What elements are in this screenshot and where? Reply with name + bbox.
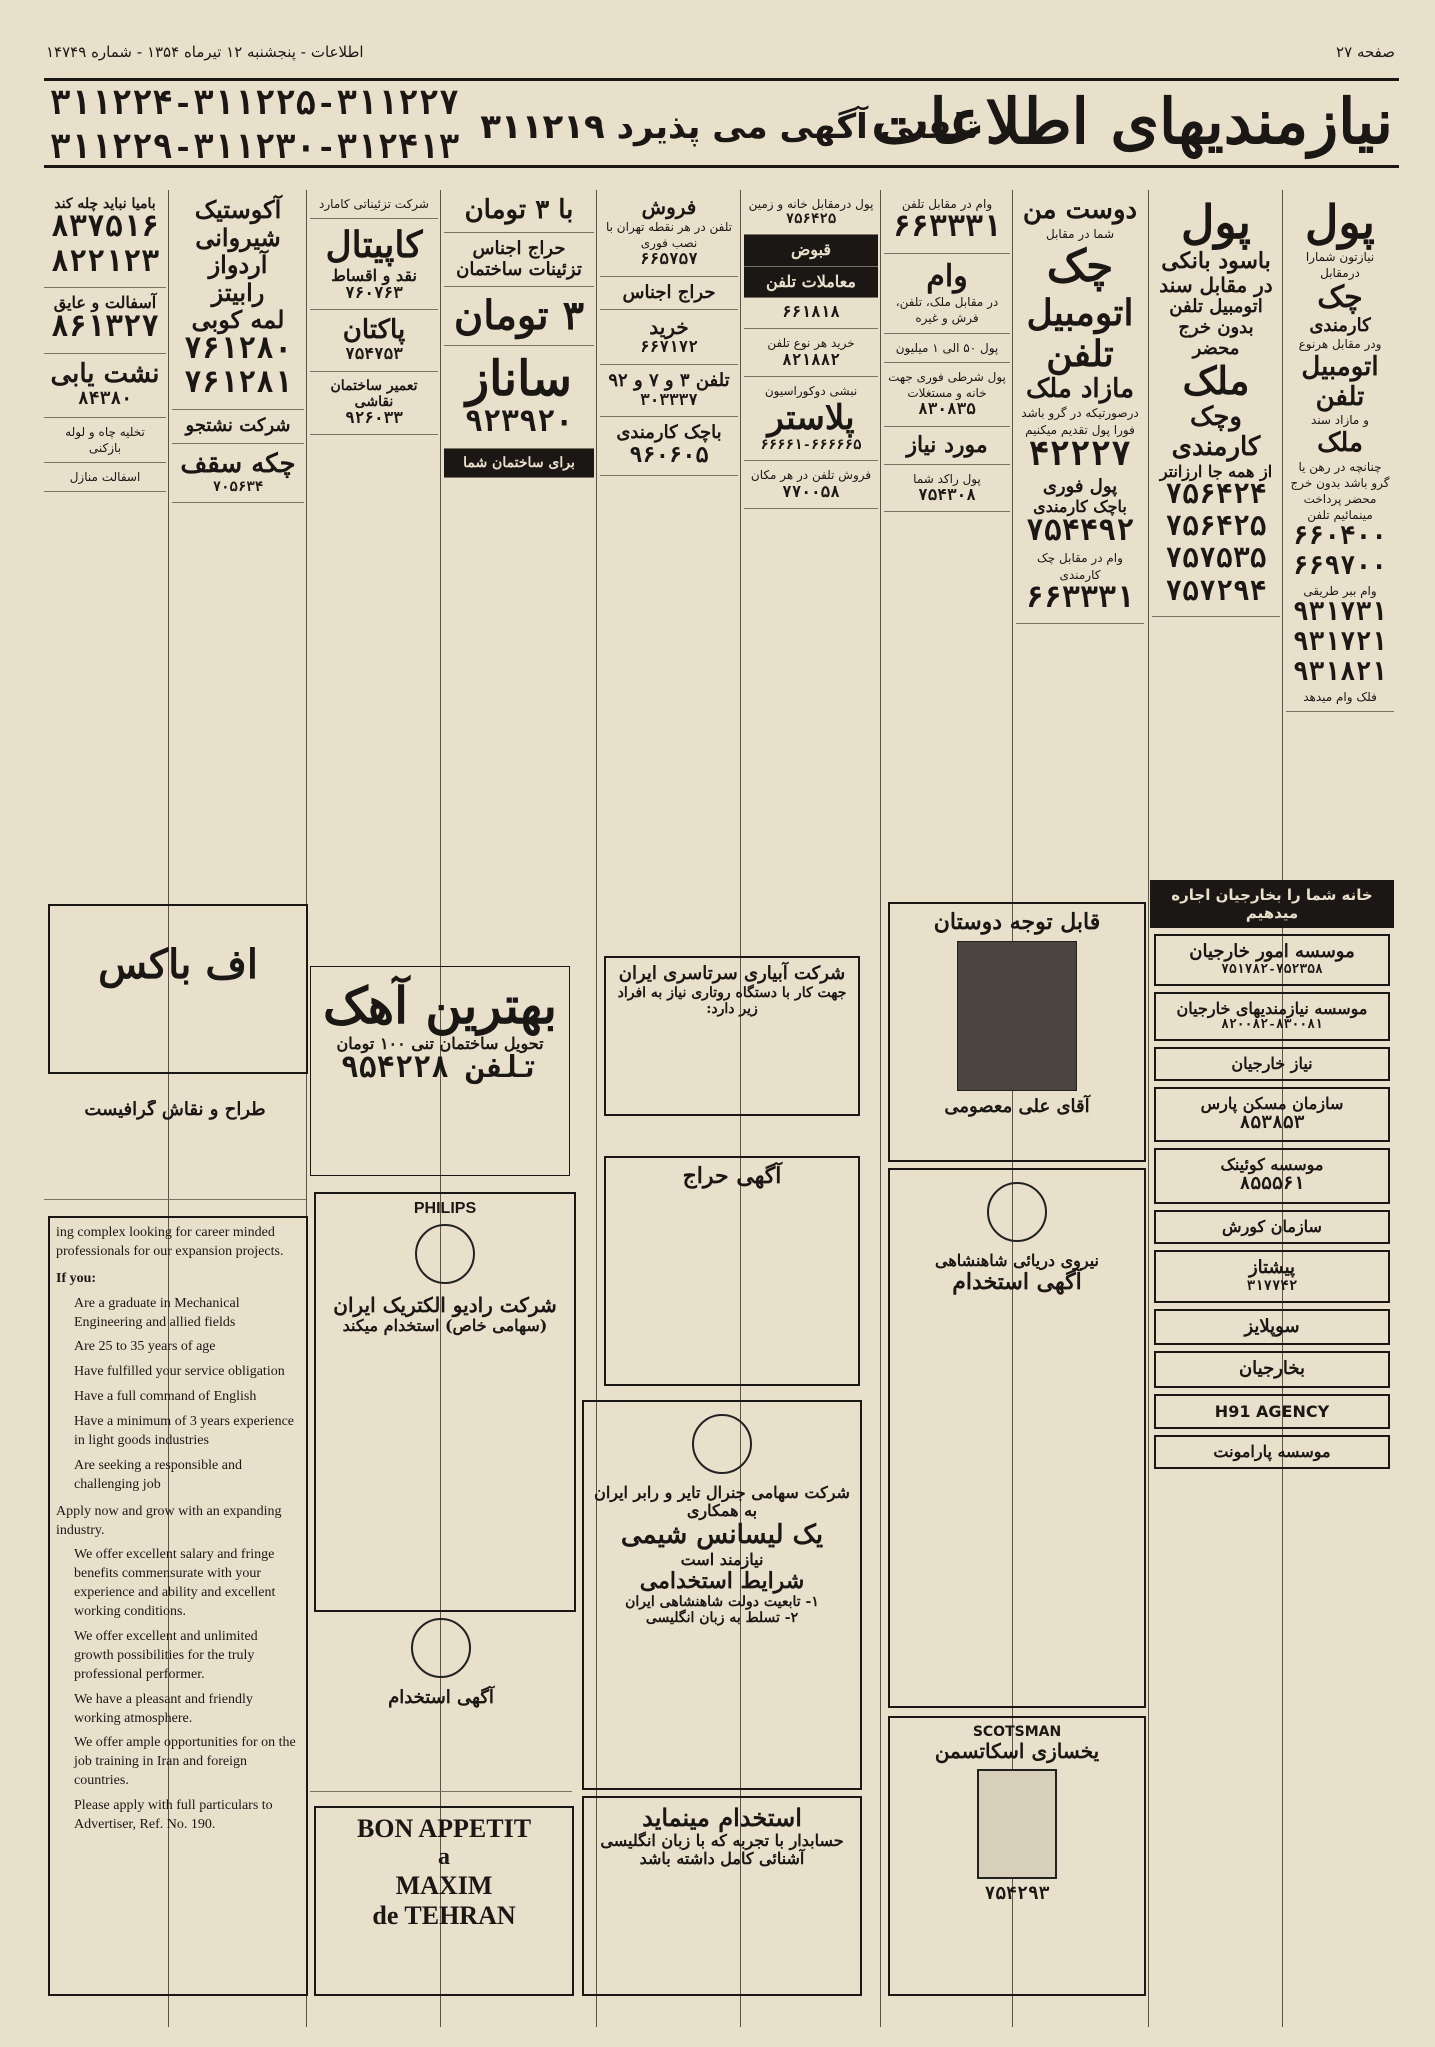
- en-offer: We offer excellent salary and fringe benefits commensurate with your experience and ability and excellent working conditions.: [74, 1547, 276, 1620]
- ad-title: حراج اجناس: [622, 281, 716, 303]
- ad-roof: [44, 190, 166, 288]
- ad-phone: ۹۳۱۸۲۱: [1293, 658, 1387, 688]
- ad-sanaz: [444, 346, 594, 449]
- ad-title: موسسه نیازمندیهای خارجیان: [1176, 998, 1368, 1018]
- ad-line: چک: [1046, 241, 1114, 293]
- maxim-line: a: [438, 1844, 450, 1870]
- ad-accountant: [582, 1796, 862, 1996]
- ad-supplies: [1154, 1309, 1390, 1346]
- portrait-photo: [957, 941, 1077, 1091]
- ad-roof-leak: [172, 444, 304, 503]
- ad-line: حسابدار با تجربه که با زبان انگلیسی آشنائی کامل داشته باشد: [600, 1830, 844, 1868]
- ad-three-toman: [444, 190, 594, 233]
- ad-line: آکوستیک: [194, 195, 282, 224]
- ad-title: سازمان مسکن پارس: [1200, 1094, 1344, 1114]
- ad-note: درصورتیکه در گرو باشد فورا پول تقدیم میکنیم: [1021, 406, 1139, 437]
- ad-line: در مقابل ملک، تلفن، فرش و غیره: [895, 295, 999, 326]
- en-req: Are a graduate in Mechanical Engineering and allied fields: [74, 1295, 240, 1330]
- ad-general-tire: [582, 1400, 862, 1790]
- ad-phone: ۸۲۲۱۲۳: [50, 246, 160, 281]
- ad-title: با ۳ تومان: [464, 195, 574, 225]
- ad-phone: ۸۳۰۸۳۵: [918, 401, 976, 420]
- ad-maxim: [314, 1806, 574, 1996]
- ad-title: شرکت آبیاری سرتاسری ایران: [618, 963, 846, 984]
- column-6: [600, 190, 738, 880]
- ad-line: جهت کار با دستگاه روتاری نیاز به افراد زیر دارد:: [617, 984, 847, 1017]
- ad-line: پول شرطی فوری جهت خانه و مستغلات: [888, 369, 1006, 400]
- ad-acoustic: [172, 190, 304, 410]
- ad-line: کارمندی: [1309, 314, 1371, 336]
- ad-title: سوپلایز: [1244, 1315, 1300, 1337]
- section-bills: [744, 235, 878, 266]
- ad-line: پول ۵۰ الی ۱ میلیون: [895, 340, 999, 355]
- ad-phone: ۸۲۰۰۸۲-۸۳۰۰۸۱: [1221, 1017, 1323, 1033]
- ad-conditional-money: [884, 363, 1010, 427]
- ad-title: پاکتان: [342, 315, 406, 346]
- column-1: [1286, 190, 1394, 880]
- column-5: [744, 190, 878, 880]
- ad-line: ۲- تسلط به زبان انگلیسی: [645, 1610, 799, 1627]
- page-number: صفحه ۲۷: [1336, 43, 1395, 61]
- ad-title: باچک کارمندی: [616, 421, 722, 443]
- ad-line: وچک: [1190, 401, 1242, 432]
- en-offer: We offer excellent and unlimited growth possibilities for the truly professional performer.: [74, 1629, 258, 1682]
- ad-line: تلفن: [1315, 381, 1365, 412]
- section-title: برای ساختمان شما: [463, 454, 575, 471]
- ad-phone: ۹۲۶۰۳۳: [345, 409, 403, 428]
- ad-title: نشت یابی: [50, 358, 160, 389]
- ad-title: سازمان کورش: [1222, 1216, 1322, 1236]
- ad-title: پیشتاز: [1248, 1256, 1296, 1278]
- ad-title: بامیا نباید چله کند: [54, 196, 156, 212]
- ad-line: شما در مقابل: [1046, 226, 1114, 241]
- column-2: [1152, 190, 1280, 880]
- ad-idle-money: [884, 465, 1010, 513]
- ad-line: شرکت تزئیناتی کامارد: [319, 197, 429, 211]
- ad-line: فلک وام میدهد: [1303, 689, 1377, 704]
- ad-title: کاپیتال: [325, 224, 423, 267]
- ad-hire: [310, 1612, 572, 1792]
- ad-line: تخلیه چاه و لوله بازکنی: [65, 424, 145, 455]
- ad-title: یخسازی اسکاتسمن: [934, 1739, 1100, 1763]
- ad-phone: ۴۲۲۲۷: [1028, 437, 1132, 476]
- section-title: معاملات تلفن: [766, 271, 856, 291]
- ad-title: بهترین آهک: [322, 976, 558, 1035]
- ad-to-expats: [1154, 1351, 1390, 1388]
- column-rule: [1148, 190, 1149, 2027]
- ad-title: قابل توجه دوستان: [933, 909, 1101, 935]
- ad-line: تلفن در هر نقطه تهران با نصب فوری: [606, 220, 732, 251]
- ad-title: موسسه کوئینک: [1220, 1155, 1324, 1175]
- ad-friends-notice: [888, 902, 1146, 1162]
- ad-title: شرکت نشتجو: [185, 414, 291, 436]
- ad-buy: [600, 310, 738, 364]
- ad-philips: [314, 1192, 576, 1612]
- ad-sell-phone: [744, 461, 878, 509]
- en-offer: We have a pleasant and friendly working atmosphere.: [74, 1691, 253, 1726]
- ad-line: پول درمقابل خانه و زمین: [748, 197, 874, 211]
- ad-line: اتومبیل: [1026, 291, 1134, 334]
- column-9: [172, 190, 304, 880]
- ice-machine-icon: [977, 1769, 1057, 1879]
- ad-line: ملک: [1182, 358, 1250, 404]
- ad-line: چک: [1317, 280, 1363, 316]
- ad-title: اف باکس: [98, 941, 258, 988]
- ad-logo-text: SCOTSMAN: [972, 1724, 1062, 1740]
- ad-line: لمه کوبی: [191, 305, 285, 335]
- ad-line: نیازتون شمارا درمقابل: [1305, 249, 1375, 281]
- ad-plaster: [744, 377, 878, 461]
- ad-well: [44, 418, 166, 463]
- column-3: [1016, 190, 1144, 880]
- ad-phone: ۷۵۶۴۲۵: [785, 212, 837, 229]
- ad-title: استخدام مینماید: [642, 1803, 802, 1832]
- ad-phone: ۶۶۱۸۱۸: [782, 304, 840, 323]
- column-4: [884, 190, 1010, 880]
- ad-sale: [600, 190, 738, 277]
- ad-line: وام در مقابل تلفن: [901, 197, 993, 211]
- ad-title: بخارجیان: [1238, 1358, 1306, 1380]
- ad-phone: ۷۰۵۶۳۴: [212, 479, 264, 496]
- section-for-building: [444, 449, 594, 478]
- column-7: [444, 190, 594, 880]
- section-phone-deals: [744, 267, 878, 298]
- ad-title: شرکت رادیو الکتریک ایران: [333, 1293, 557, 1317]
- ad-auction: [604, 1156, 860, 1386]
- ad-phone: ۷۵۴۷۵۳: [345, 346, 403, 365]
- ad-line: وام ببر طریقی: [1303, 584, 1377, 599]
- ad-eff-box: [48, 904, 308, 1074]
- section-title: خانه شما را بخارجیان اجاره میدهیم: [1150, 880, 1394, 928]
- ad-phone: ۷۵۶۴۲۴: [1165, 481, 1267, 513]
- ad-title: یک لیسانس شیمی: [620, 1519, 824, 1550]
- ad-line: نبشی دوکوراسیون: [764, 384, 858, 399]
- ad-home-asphalt: [44, 463, 166, 492]
- ad-capital: [310, 219, 438, 310]
- ad-phone: ۷۵۴۴۹۲: [1025, 515, 1135, 550]
- en-req: Have fulfilled your service obligation: [74, 1364, 285, 1380]
- ad-house-money: [744, 190, 878, 235]
- ad-money-million: [884, 334, 1010, 363]
- ad-line: نیروی دریائی شاهنشاهی: [935, 1251, 1099, 1270]
- ad-line: رابیتز: [211, 277, 265, 307]
- ad-expat-affairs: [1154, 934, 1390, 986]
- ad-phone: ۶۶۳۳۳۱: [892, 212, 1002, 247]
- banner-tagline: تلفنی آگهی می پذیرد ۳۱۱۲۱۹: [480, 107, 979, 147]
- ad-phone: ۸۲۱۸۸۲: [782, 351, 840, 370]
- ad-phone: ۶۶۵۷۵۷: [640, 251, 698, 270]
- ad-phone: ۹۲۳۹۲۰: [464, 407, 574, 442]
- ad-expat-need: [1154, 1047, 1390, 1081]
- ad-logo-text: PHILIPS: [413, 1200, 477, 1217]
- philips-logo-icon: [415, 1224, 475, 1284]
- en-contact: Please apply with full particulars to Advertiser, Ref. No. 190.: [74, 1798, 273, 1833]
- ad-phone: ۸۶۱۳۲۷: [50, 312, 160, 347]
- ad-pars-housing: [1154, 1087, 1390, 1142]
- ad-phone: ۸۵۵۵۶۱: [1239, 1174, 1305, 1195]
- ad-line: آردواز: [208, 250, 268, 280]
- banner-phones-2: ۳۱۱۲۲۹-۳۱۱۲۳۰-۳۱۲۴۱۳: [50, 131, 460, 169]
- banner-phones-1: ۳۱۱۲۲۴-۳۱۱۲۲۵-۳۱۱۲۲۷: [50, 87, 460, 125]
- ad-phone: ۹۳۱۷۲۱: [1293, 628, 1387, 659]
- ad-kourosh: [1154, 1210, 1390, 1244]
- en-offer: We offer ample opportunities for on the job training in Iran and foreign countries.: [74, 1735, 296, 1789]
- ad-title: H91 AGENCY: [1214, 1402, 1330, 1422]
- ad-note: چنانچه در رهن یا گرو باشد بدون خرج محضر پرداخت مینمائیم تلفن: [1290, 459, 1390, 523]
- ad-phone: ۶۶۶۶۱-۶۶۶۶۶۵: [760, 438, 862, 455]
- en-req: Are seeking a responsible and challenging job: [74, 1457, 242, 1492]
- ad-phone: ۳۰۳۳۳۷: [640, 391, 698, 410]
- ad-auction-goods: [600, 277, 738, 311]
- expat-section: [1150, 880, 1394, 1990]
- ad-lime: [310, 966, 570, 1176]
- ad-line: خرید هر نوع تلفن: [767, 336, 855, 351]
- ad-title: حراج اجناس تزئینات ساختمان: [456, 237, 582, 280]
- ad-decor-auction: [444, 233, 594, 287]
- ad-employee-check: [600, 417, 738, 476]
- ad-title: آسفالت و عایق: [53, 293, 157, 313]
- ad-quink: [1154, 1148, 1390, 1203]
- ad-loan-phone: [884, 190, 1010, 254]
- ad-line: پول راکد شما: [913, 471, 981, 486]
- ad-line: پول فوری: [1042, 475, 1118, 497]
- ad-line: شرکت سهامی جنرال تایر و رابر ایران: [594, 1483, 850, 1502]
- ad-line: ۱- تابعیت دولت شاهنشاهی ایران: [625, 1594, 819, 1611]
- ad-phone: ۶۶۳۳۳۱: [1025, 582, 1135, 617]
- ad-title: آگهی حراج: [682, 1163, 782, 1189]
- ad-line: تلفن: [1046, 333, 1114, 376]
- ad-english-job: [48, 1216, 308, 1996]
- ad-phone: ۹۳۱۷۳۱: [1293, 598, 1387, 629]
- ad-nashtjoo: [172, 410, 304, 444]
- ad-title: ساناز: [465, 351, 572, 408]
- ad-three-toman-2: [444, 287, 594, 346]
- ad-buy-phone: [744, 329, 878, 377]
- banner-brand: نیازمندیهای اطلاعات: [871, 85, 1393, 158]
- ad-line: نیازمند است: [680, 1549, 764, 1569]
- ad-paramount: [1154, 1435, 1390, 1469]
- ad-asphalt: [44, 288, 166, 354]
- ad-irrigation: [604, 956, 860, 1116]
- ad-line: اتومبیل: [1301, 351, 1379, 382]
- ad-line: مازاد ملک: [1025, 374, 1135, 405]
- ad-phone: ۷۶۱۲۸۰: [183, 333, 293, 368]
- en-req: Are 25 to 35 years of age: [74, 1339, 216, 1355]
- ad-line: اتومبیل تلفن: [1169, 296, 1263, 318]
- ad-line: تحویل ساختمان تنی ۱۰۰ تومان: [336, 1033, 544, 1053]
- ad-title: پول: [1305, 195, 1375, 249]
- ad-phone: ۹۶۰۶۰۵: [629, 443, 709, 469]
- ad-title: موسسه امور خارجیان: [1189, 941, 1355, 962]
- running-header: [46, 32, 1395, 72]
- ad-money-2: [1152, 190, 1280, 617]
- maxim-line: BON APPETIT: [356, 1814, 532, 1843]
- ad-line: اسفالت منازل: [69, 469, 141, 484]
- en-req: Have a minimum of 3 years experience in light goods industries: [74, 1414, 295, 1449]
- en-intro: ing complex looking for career minded professionals for our expansion projects.: [56, 1225, 284, 1259]
- ad-needed: [884, 427, 1010, 465]
- ad-phone: ۶۶۷۱۷۲: [640, 339, 698, 358]
- ad-phone: ۶۶۹۷۰۰: [1293, 552, 1387, 583]
- ad-line: ملک: [1317, 427, 1363, 458]
- column-8: [310, 190, 438, 880]
- ad-loan: [884, 254, 1010, 334]
- ad-line: ودر مقابل هرنوع: [1298, 337, 1382, 352]
- ad-title: آگهی استخدام: [388, 1687, 494, 1708]
- ad-line: در مقابل سند: [1159, 273, 1273, 298]
- ad-line: شرایط استخدامی: [639, 1568, 805, 1595]
- column-10: [44, 190, 166, 880]
- ad-phone: ۷۵۱۷۸۲-۷۵۲۳۵۸: [1221, 961, 1323, 977]
- ad-line: (سهامی خاص) استخدام میکند: [342, 1316, 548, 1335]
- section-title: قبوض: [790, 240, 832, 260]
- ad-line: بدون خرج محضر: [1178, 316, 1254, 359]
- en-req: Have a full command of English: [74, 1389, 257, 1405]
- ad-graphic-designer: [44, 1100, 306, 1200]
- maxim-line: de TEHRAN: [372, 1901, 516, 1930]
- en-apply: Apply now and grow with an expanding industry.: [56, 1503, 282, 1538]
- ad-navy: [888, 1168, 1146, 1708]
- ad-phone: ۷۵۴۲۹۳: [984, 1885, 1050, 1905]
- company-logo-icon: [411, 1618, 471, 1678]
- ad-scotsman: [888, 1716, 1146, 1996]
- ad-phone: ۳۱۷۷۴۲: [1246, 1278, 1298, 1295]
- ad-phone: ۷۶۰۷۶۳: [345, 284, 403, 303]
- ad-phone: ۸۵۳۸۵۳: [1239, 1113, 1305, 1134]
- ad-line: آقای علی معصومی: [944, 1096, 1090, 1118]
- ad-decor-company: [310, 190, 438, 219]
- ad-line: شیروانی: [195, 222, 281, 252]
- navy-emblem-icon: [987, 1182, 1047, 1242]
- ad-title: نیاز خارجیان: [1231, 1053, 1313, 1073]
- ad-phone-379: [600, 365, 738, 417]
- ad-title: طراح و نقاش گرافیست: [84, 1100, 266, 1120]
- ad-line: و مازاد سند: [1311, 413, 1369, 428]
- ad-phone: ۷۵۶۴۲۵: [1165, 513, 1267, 545]
- ad-paktan: [310, 310, 438, 371]
- ad-phone: ۶۶۰۴۰۰: [1293, 522, 1387, 553]
- ad-phone: ۷۵۴۳۰۸: [918, 487, 976, 505]
- ad-title: ۳ تومان: [453, 292, 585, 340]
- en-if-you: If you:: [56, 1270, 97, 1286]
- ad-phone: ۷۶۱۲۸۱: [183, 368, 293, 403]
- ad-friend-money: [1016, 190, 1144, 624]
- ad-title: چکه سقف: [180, 448, 296, 479]
- maxim-line: MAXIM: [395, 1871, 493, 1900]
- ad-line: از همه جا ارزانتر: [1159, 461, 1273, 481]
- ad-h91-agency: [1154, 1394, 1390, 1429]
- ad-money-1: [1286, 190, 1394, 712]
- column-rule: [880, 190, 881, 2027]
- ad-title: آگهی استخدام: [952, 1269, 1082, 1296]
- ad-expat-needs: [1154, 992, 1390, 1041]
- ad-title: تعمیر ساختمان نقاشی: [330, 377, 418, 410]
- ad-title: تلفن ۳ و ۷ و ۹۲: [608, 369, 730, 391]
- ad-repair: [310, 372, 438, 436]
- ad-line: نقد و اقساط: [331, 265, 417, 285]
- general-logo-icon: [692, 1414, 752, 1474]
- ad-title: وام: [926, 258, 968, 294]
- ad-title: مورد نیاز: [906, 431, 988, 458]
- ad-title: موسسه پارامونت: [1213, 1442, 1331, 1462]
- ad-title: خرید: [649, 315, 689, 340]
- ad-phone: ۸۳۷۵۱۶: [50, 212, 160, 247]
- ad-phone: تلفن ۹۵۴۲۲۸: [340, 1052, 540, 1087]
- ad-phone: ۷۷۰۰۵۸: [782, 483, 840, 502]
- ad-pishtaz: [1154, 1250, 1390, 1303]
- ad-phone-deal: [744, 298, 878, 329]
- ad-leak-find: [44, 354, 166, 418]
- ad-line: وام در مقابل چک کارمندی: [1037, 551, 1123, 582]
- issue-line: اطلاعات - پنجشنبه ۱۲ تیرماه ۱۳۵۴ - شماره ۱۴۷۴۹: [46, 43, 364, 61]
- ad-line: باسود بانکی: [1161, 247, 1271, 274]
- ad-line: به همکاری: [686, 1501, 758, 1521]
- ad-line: فروش تلفن در هر مکان: [750, 468, 872, 483]
- ad-phone: ۷۵۷۵۳۵: [1165, 545, 1267, 577]
- ad-phone: ۷۵۷۲۹۴: [1165, 577, 1267, 609]
- classifieds-banner: [44, 78, 1399, 168]
- ad-line: باچک کارمندی: [1033, 496, 1127, 516]
- ad-title: پول: [1181, 195, 1251, 249]
- ad-title: پلاستر: [767, 398, 855, 439]
- ad-phone: ۸۴۳۸۰: [77, 389, 133, 410]
- ad-line: کارمندی: [1171, 431, 1261, 462]
- ad-title: فروش: [641, 195, 697, 219]
- ad-title: دوست من: [1022, 195, 1138, 225]
